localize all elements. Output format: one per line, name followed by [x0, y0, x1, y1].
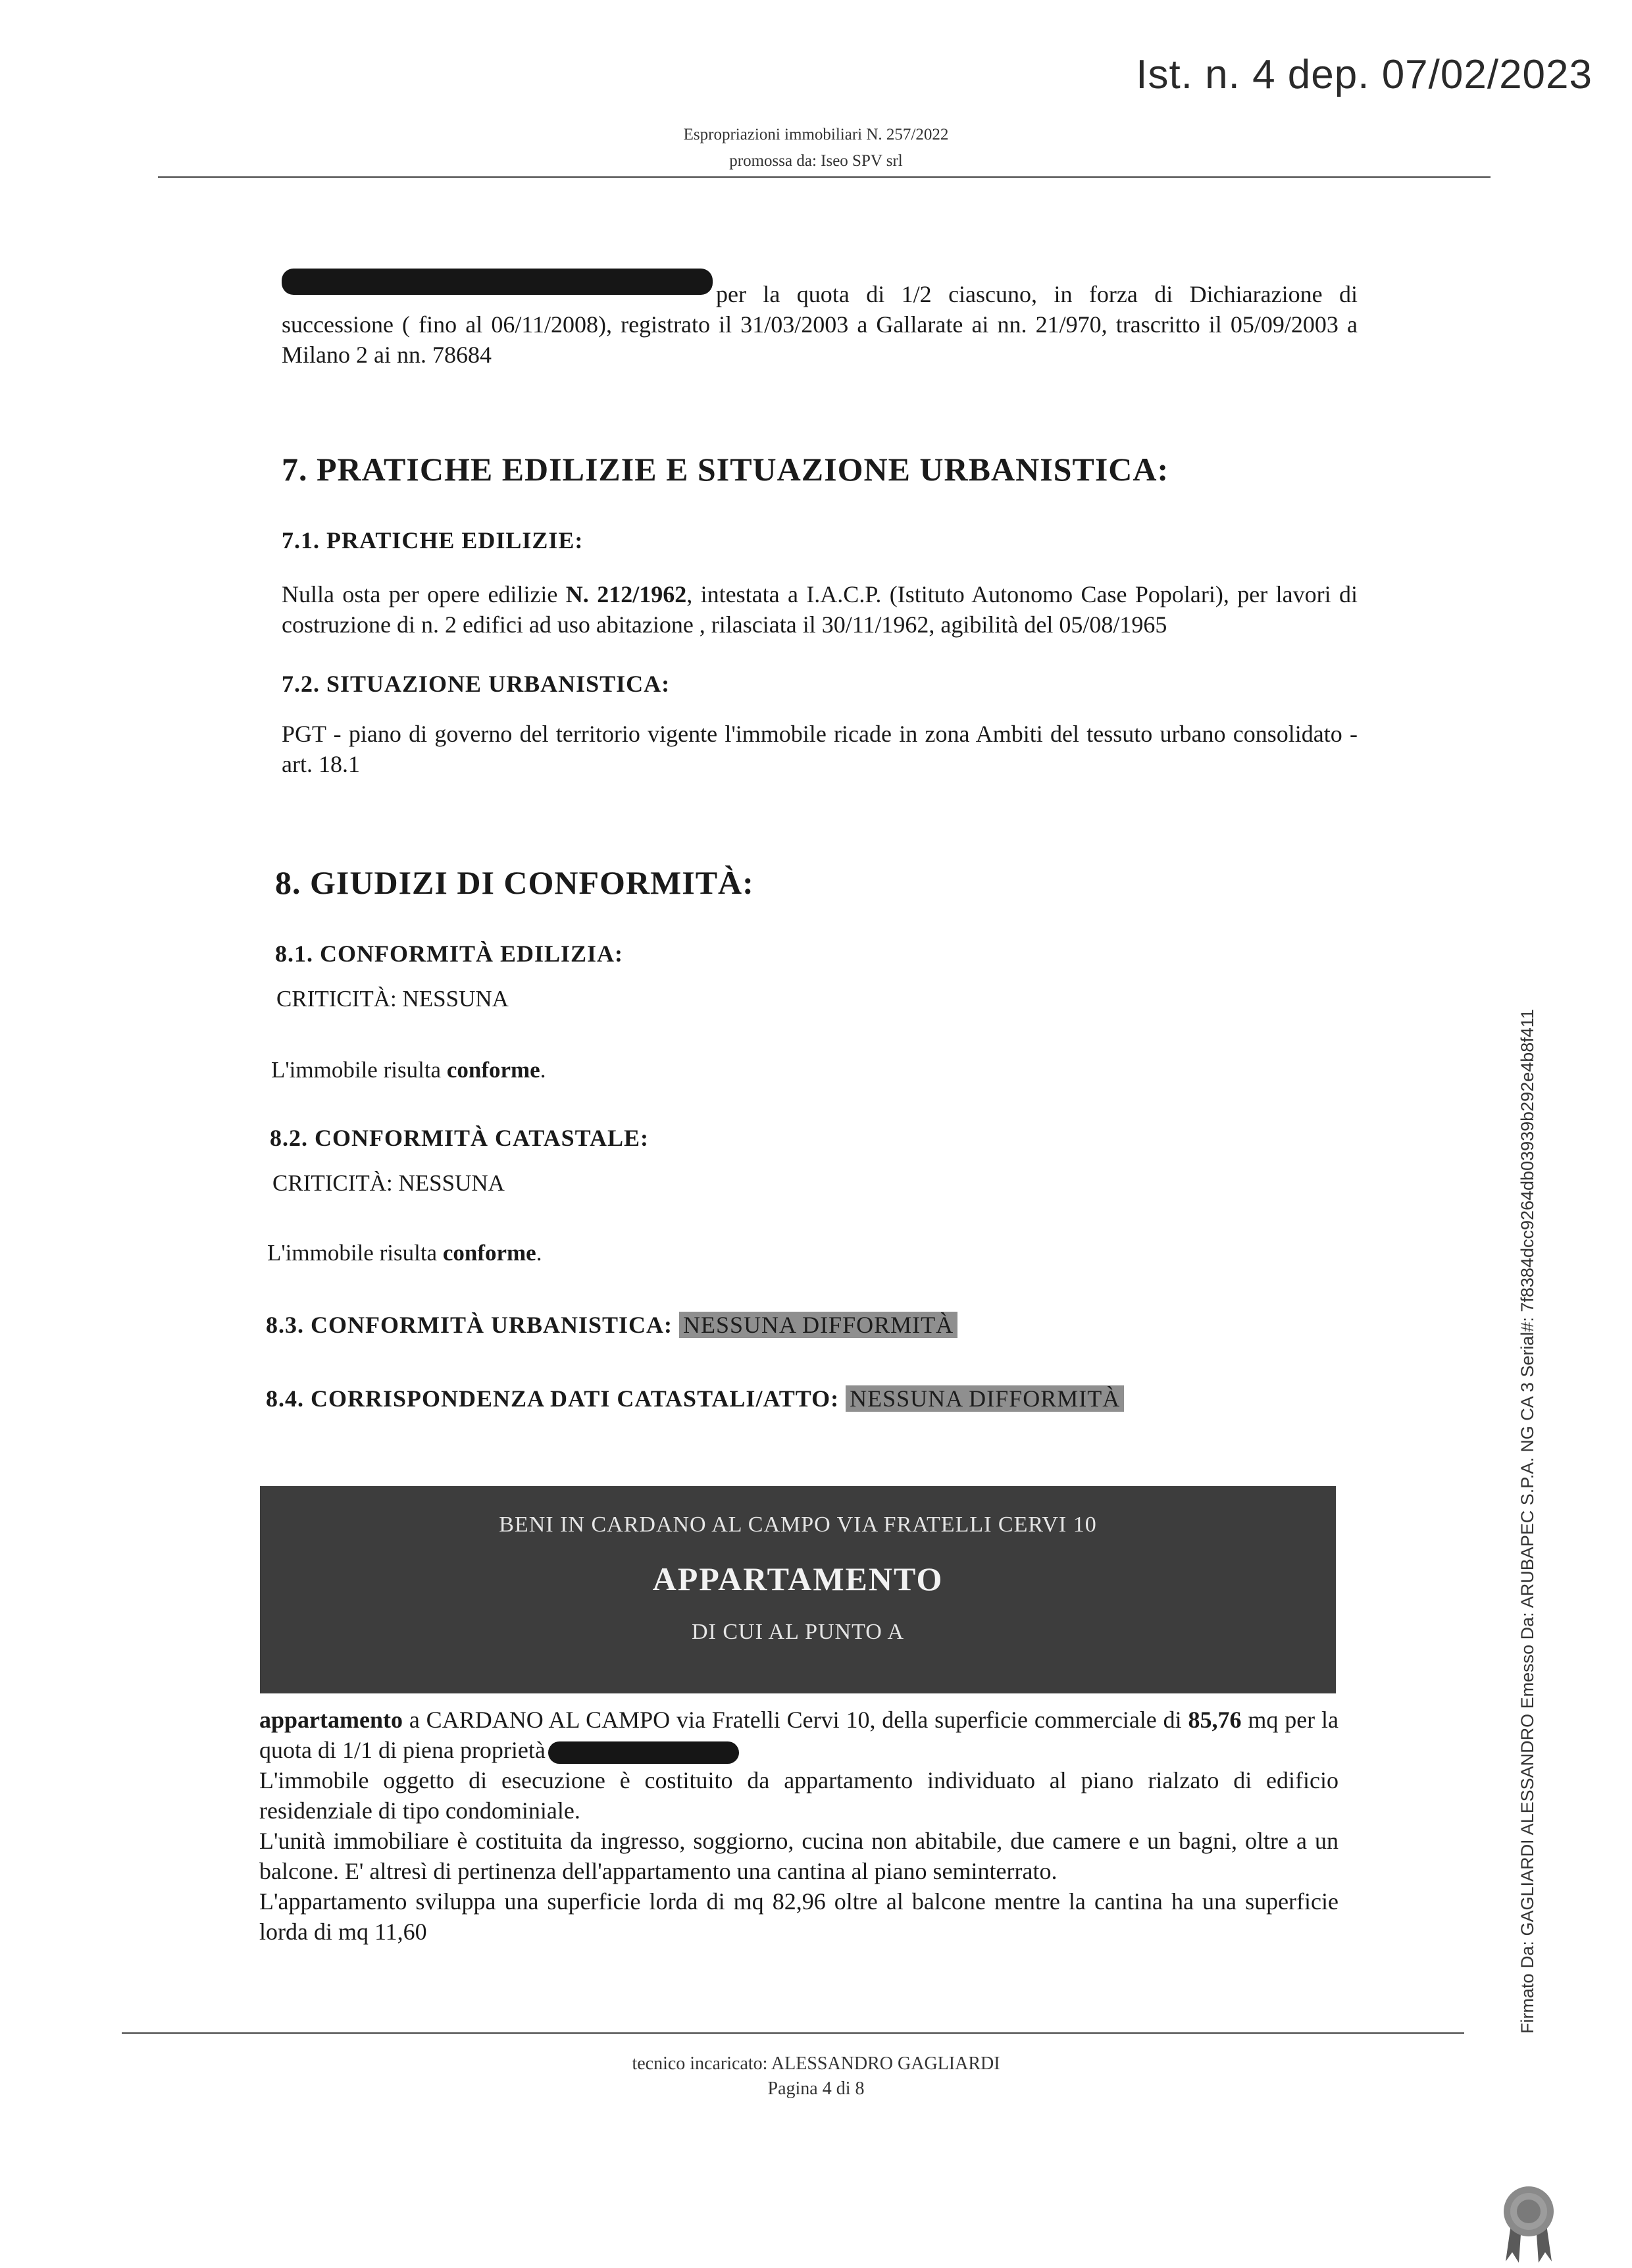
header-procedure: Espropriazioni immobiliari N. 257/2022 [683, 126, 949, 143]
description-paragraph-3: L'unità immobiliare è costituita da ingresso, soggiorno, cucina non abitabile, due camere e un bagni, oltre a un balcone. E' altresì di pertinenza dell'appartamento una cantina al piano seminterrato. [259, 1828, 1339, 1884]
section-7-1-text: Nulla osta per opere edilizie N. 212/1962, intestata a I.A.C.P. (Istituto Autonomo Case Popolari), per lavori di costruzione di n. 2 edifici ad uso abitazione , rilasciata il 30/11/1962, agibilità del 05/08/1965 [282, 581, 1358, 638]
description-paragraph-4: L'appartamento sviluppa una superficie lorda di mq 82,96 oltre al balcone mentre la cantina ha una superficie lorda di mq 11,60 [259, 1888, 1339, 1945]
owner-redaction [548, 1741, 739, 1764]
section-7-2-title: 7.2. SITUAZIONE URBANISTICA: [282, 671, 671, 697]
section-8-3 [266, 1311, 957, 1339]
banner-title: APPARTAMENTO [652, 1560, 944, 1597]
header-promoter: promossa da: Iseo SPV srl [729, 152, 903, 170]
section-8-1-criticita: CRITICITÀ: NESSUNA [276, 986, 509, 1012]
footer-technician: tecnico incaricato: ALESSANDRO GAGLIARDI [632, 2053, 1000, 2074]
digital-signature-text: Firmato Da: GAGLIARDI ALESSANDRO Emesso Da: ARUBAPEC S.P.A. NG CA 3 Serial#: 7f8384dcc9264db03939b292e4b8f411 [1517, 1009, 1537, 2034]
permit-number: N. 212/1962 [565, 581, 687, 607]
footer-page-number: Pagina 4 di 8 [767, 2078, 865, 2099]
deposit-stamp: Ist. n. 4 dep. 07/02/2023 [1136, 52, 1593, 97]
banner-subtitle: DI CUI AL PUNTO A [691, 1620, 905, 1644]
section-8-1-result: L'immobile risulta conforme. [271, 1057, 546, 1083]
section-8-3-value: NESSUNA DIFFORMITÀ [679, 1312, 957, 1338]
section-8-3-title: 8.3. CONFORMITÀ URBANISTICA: [266, 1312, 673, 1338]
redaction-bar [282, 269, 713, 295]
description-first-paragraph: appartamento a CARDANO AL CAMPO via Fratelli Cervi 10, della superficie commerciale di 85,76 mq per la quota di 1/1 di piena proprietà [259, 1707, 1339, 1763]
section-8-4 [266, 1385, 1124, 1412]
property-description [259, 1705, 1339, 1947]
section-7-2-text: PGT - piano di governo del territorio vigente l'immobile ricade in zona Ambiti del tessuto urbano consolidato - art. 18.1 [282, 721, 1358, 777]
header-divider [158, 176, 1491, 178]
section-8-4-title: 8.4. CORRISPONDENZA DATI CATASTALI/ATTO: [266, 1385, 840, 1412]
section-7-title: 7. PRATICHE EDILIZIE E SITUAZIONE URBANISTICA: [282, 451, 1169, 488]
section-8-4-value: NESSUNA DIFFORMITÀ [846, 1385, 1124, 1412]
intro-text: per la quota di 1/2 ciascuno, in forza di Dichiarazione di successione ( fino al 06/11/2008), registrato il 31/03/2003 a Gallarate ai nn. 21/970, trascritto il 05/09/2003 a Milano 2 ai nn. 78684 [282, 281, 1358, 368]
seal-ribbon-icon [1499, 2184, 1558, 2263]
property-banner [260, 1486, 1336, 1693]
section-8-2-criticita: CRITICITÀ: NESSUNA [272, 1170, 505, 1196]
section-8-2-result: L'immobile risulta conforme. [267, 1240, 542, 1266]
footer-divider [122, 2032, 1464, 2034]
description-paragraph-2: L'immobile oggetto di esecuzione è costituito da appartamento individuato al piano rialzato di edificio residenziale di tipo condominiale. [259, 1767, 1339, 1824]
section-8-2-title: 8.2. CONFORMITÀ CATASTALE: [270, 1125, 650, 1151]
banner-location: BENI IN CARDANO AL CAMPO VIA FRATELLI CERVI 10 [499, 1512, 1097, 1537]
section-7-1-title: 7.1. PRATICHE EDILIZIE: [282, 527, 584, 554]
section-8-1-title: 8.1. CONFORMITÀ EDILIZIA: [275, 941, 624, 967]
section-8-title: 8. GIUDIZI DI CONFORMITÀ: [275, 864, 754, 901]
